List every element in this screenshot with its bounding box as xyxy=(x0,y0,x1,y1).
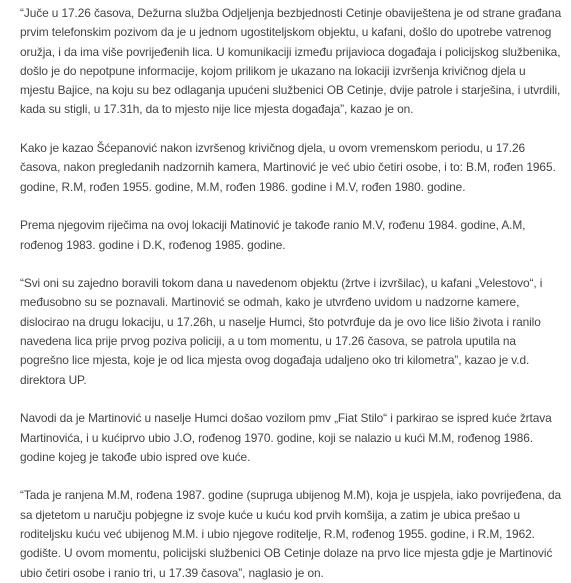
paragraph-quote-relocation: “Svi oni su zajedno boravili tokom dana u navedenom objektu (žrtve i izvršilac), u kafani „Velestovo“, i međusobno su se poznavali. Martinović se odmah, kako je utvrđeno uvidom u nadzorne kamere, dislocirao na drugu lokaciju, u 17.26h, u naselje Humci, što potvrđuje da je ovo lice lišio života i ranilo navedena lica prije prvog poziva policiji, a u tom momentu, u 17.26 časova, se patrola uputila na pogrešno lice mjesta, koje je od lica mjesta ovog događaja udaljeno oko tri kilometra”, kazao je v.d. direktora UP. xyxy=(20,276,543,387)
paragraph-victims-killed: Kako je kazao Šćepanović nakon izvršenog krivičnog djela, u ovom vremenskom periodu, u 17.26 časova, nakon pregledanih nadzornih kamera, Martinović je već ubio četiri osobe, i to: B.M, rođen 1965. godine, R.M, rođen 1955. godine, M.M, rođen 1986. godine i M.V, rođen 1980. godine. xyxy=(20,141,556,194)
paragraph-quote-report: “Juče u 17.26 časova, Dežurna služba Odjeljenja bezbjednosti Cetinje obaviještena je od strane građana prvim telefonskim pozivom da je u jednom ugostiteljskom objektu, u kafani, došlo do upotrebe vatrenog oružja, i da ima više povrijeđenih lica. U komunikaciji između prijavioca događaja i policijskog službenika, došlo je do nepotpune informacije, kojom prilikom je ukazano na lokaciji izvršenja krivičnog djela u mjestu Bajice, na koju su bez odlaganja upućeni službenici OB Cetinje, dvije patrole i starješina, i utvrdili, kada su stigli, u 17.31h, da to mjesto nije lice mjesta događaja”, kazao je on. xyxy=(20,6,562,117)
paragraph-quote-final: “Tada je ranjena M.M, rođena 1987. godine (supruga ubijenog M.M), koja je uspjela, iako povrijeđena, da sa djetetom u naručju pobjegne iz svoje kuće u kuću kod prvih komšija, a zatim je ubica prešao u roditeljsku kuću već ubijenog M.M. i ubio njegove roditelje, R.M, rođenog 1955. godine, i R.M, 1962. godište. U ovom momentu, policijski službenici OB Cetinje dolaze na prvo lice mjesta gdje je Martinović ubio četiri osobe i ranio tri, u 17.39 časova”, naglasio je on. xyxy=(20,488,561,580)
paragraph-victims-wounded: Prema njegovim riječima na ovoj lokaciji Matinović je takođe ranio M.V, rođenu 1984. godine, A.M, rođenog 1983. godine i D.K, rođenog 1985. godine. xyxy=(20,218,526,252)
article-body xyxy=(20,4,562,583)
paragraph-humci-arrival: Navodi da je Martinović u naselje Humci došao vozilom pmv „Fiat Stilo“ i parkirao se ispred kuće žrtava Martinovića, i u kućiprvo ubio J.O, rođenog 1970. godine, koji se nalazio u kući M.M, rođenog 1986. godine kojeg je takođe ubio ispred ove kuće. xyxy=(20,411,552,464)
